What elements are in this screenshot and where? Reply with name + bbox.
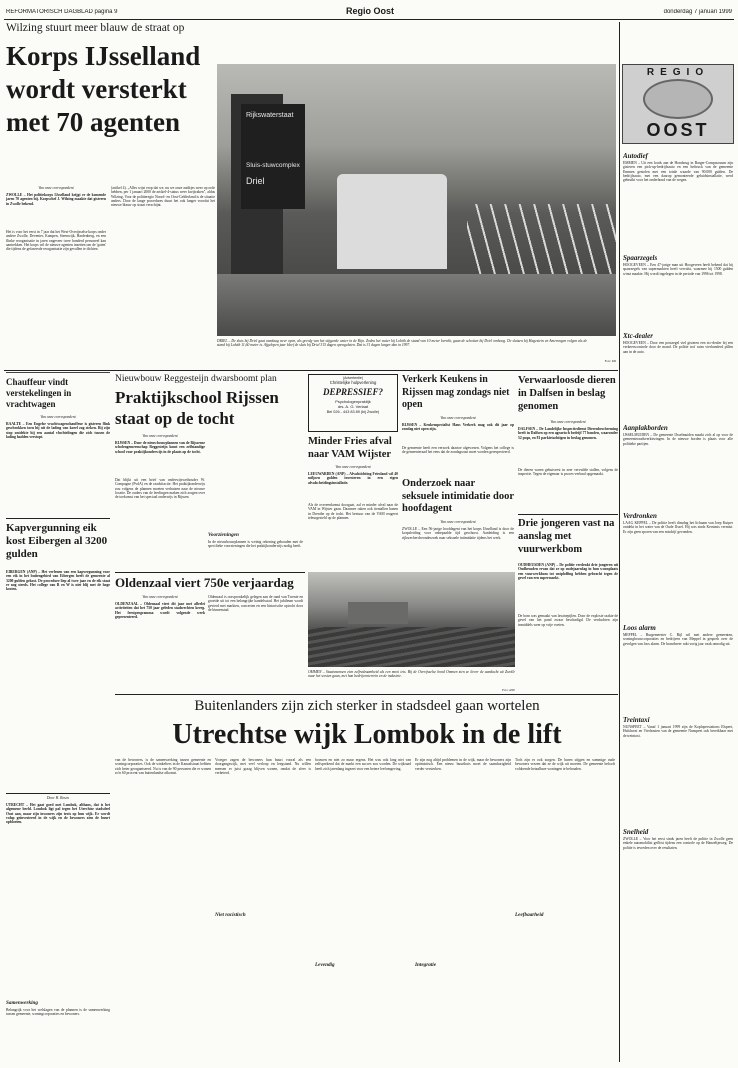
lead-bottom-rule	[4, 370, 618, 371]
minder-byline: Van onze correspondent	[335, 465, 371, 469]
ommen-photo	[308, 572, 515, 667]
oldenzaal-title: Oldenzaal viert 750e verjaardag	[115, 575, 294, 590]
oldenzaal-byline: Van onze correspondent	[142, 595, 178, 599]
verwaarloosde-intro: DALFSEN – De Landelijke Inspectiedienst Dierenbescherming heeft in Dalfsen op een agrarisch bedrijf 77 honden, waaronder 52 pups, en 81 parkietachtigen in beslag genomen.	[518, 427, 618, 440]
side-text-6: NUNSPEET – Vanaf 1 januari 1999 zijn de Koploperstations Elspeet, Hulshorst en Vierhouten van de gemeente Nunspeet ook bereikbaar met de treintaxi.	[623, 725, 733, 738]
lombok-col2: Vroeger zagen de bewoners hun buurt vooral als een doorgangswijk, met veel verloop en leegstand. Nu willen mensen er juist graag blijven wonen, omdat de sfeer is verbeterd.	[215, 758, 311, 775]
onderzoek-title: Onderzoek naar seksuele intimidatie door hoofdagent	[402, 478, 514, 514]
lombok-side-subhead: Samenwerking	[6, 1000, 38, 1006]
ad-line3: Psychologenpraktijk	[335, 399, 371, 404]
sign-line-1: Rijkswaterstaat	[246, 112, 294, 119]
kapvergunning-title: Kapvergunning eik kost Eibergen al 3200 gulden	[6, 522, 108, 560]
oldenzaal-intro: OLDENZAAL – Oldenzaal viert dit jaar met allerlei activiteiten dat het 750 jaar geleden stadsrechten kreeg. Het feestprogramma wordt volgende week gepresenteerd.	[115, 602, 205, 619]
lombok-col3: bouwen en niet zo maar ergens. Het was ook lang niet van zelfsprekend dat de markt een succes zou worden. De wijkraad heeft zich jarenlang ingezet voor een betere leefomgeving.	[315, 758, 411, 771]
onderzoek-text: ZWOLLE – Een 56-jarige hoofdagent van het korps IJsselland is door de korpsleiding voor onbepaalde tijd geschorst. Aanleiding is een rijksrechercheonderzoek naar seksuele intimidatie tijdens het werk.	[402, 527, 514, 540]
side-title-3: Aanplakborden	[623, 424, 668, 432]
side-text-1: HOOGEVEEN – Een 47-jarige man uit Hoogeveen heeft bekend dat hij spaarzegels van supermarkten heeft vervalst, waarmee hij 1500 gulden winst maakte. Hij wordt ingelegen in de periode van 1996 tot 1998.	[623, 263, 733, 276]
depressief-ad	[308, 374, 398, 432]
left-rule-1	[6, 518, 110, 519]
ommen-credit: Foto: ANP	[502, 688, 515, 692]
ad-label: (Advertentie)	[342, 376, 364, 380]
side-text-4: LAAG KEPPEL – De politie heeft dinsdag het lichaam van Joep Kuiper ontdekt in het water van de Oude IJssel. Hij was sinds Kerstmis vermist. Er zijn geen sporen van een misdrijf gevonden.	[623, 521, 733, 534]
minder-intro: LEEUWARDEN (ANP) – Afvalstichting Friesland wil 40 miljoen gulden investeren in een eigen afvalscheidingsinstallatie.	[308, 472, 398, 485]
drie-rule	[518, 514, 618, 515]
lombok-top-rule	[115, 694, 618, 695]
ad-line4: drs. A. G. Verlaat	[337, 404, 369, 409]
ommen-field	[308, 627, 515, 667]
ad-line5: Bel 026 - 443 83 89 (bij Zwolle)	[326, 410, 380, 414]
page-header-right: donderdag 7 januari 1999	[663, 9, 732, 15]
side-text-0: EMMEN – Uit een loods aan de Hondsrug in Barger-Compascuum zijn gisteren een pick-up-bedrijfsauto en een heftruck van de gemeente Emmen gestolen met een totale waarde van 90.000 gulden. De bedrijfsauto, met een daarop gemonteerde geluidsinstallatie, werd gebruikt voor het onderhoud van de wegen.	[623, 161, 733, 183]
side-title-0: Autodief	[623, 152, 648, 160]
sign-line-3: Driel	[246, 176, 265, 186]
lead-byline: Van onze correspondent	[38, 186, 74, 190]
ommen-caption: OMMEN – Staatsmensen zien zelfredzaamheid als een mooi iets. Bij de Overijsselse bond Ommen zien ze liever de aandacht uit Zwolle naar het westen gaan, met hun bedrijventerrein en de industrie.	[308, 670, 515, 679]
minder-title: Minder Fries afval naar VAM Wijster	[308, 436, 392, 460]
sidebar-divider	[619, 22, 620, 1062]
verkerk-body: De gemeente heeft een verzoek daartoe afgewezen. Volgens het college is de gemeenteraad het eens dat de zondagsrust moet worden gerespecteerd.	[402, 446, 514, 455]
masthead-graphic	[643, 79, 713, 119]
lead-intro: ZWOLLE – Het politiekorps IJsselland krijgt er de komende jaren 70 agenten bij. Korpschef J. Wilzing maakte dat gisteren in Zwolle bekend.	[6, 193, 106, 206]
lombok-col5: Toch zijn er ook zorgen. De huren stijgen en sommige oude bewoners vrezen dat ze de wijk uit moeten. De gemeente belooft voldoende betaalbare woningen te behouden.	[515, 758, 615, 771]
chauffeur-title: Chauffeur vindt verstekelingen in vrachtwagen	[6, 377, 72, 409]
onderzoek-byline: Van onze correspondent	[440, 520, 476, 524]
verwaarloosde-byline: Van onze correspondent	[550, 420, 586, 424]
lead-photo-credit: Foto: RD	[604, 359, 616, 363]
sign-board	[241, 104, 305, 209]
lead-col2: (artikel 4). „Alles wijst erop dat we, nu we onze auditjes weer op orde hebben, per 1 januari 2000 de artikel-4-status weer kwijtraken", aldus Wilzing. Voor de politieregio Noord- en Oost-Gelderland is de situatie anders. Door de lange procedures duurt het ook langer voordat het nieuwe blauw op straat verschijnt.	[111, 186, 215, 208]
side-title-5: Loos alarm	[623, 624, 656, 632]
minder-body: Als de overeenkomst doorgaat, zal er minder afval naar de VAM in Wijster gaan. Daarmee raken ook tientallen banen in Drenthe op de tocht. Het bestuur van de VAM reageert teleurgesteld op de plannen.	[308, 503, 398, 520]
kapvergunning-text: EIBERGEN (ANP) – Het verlenen van een kapvergunning voor een eik in het buitengebied van Eibergen heeft de gemeente al 3200 gulden gekost. De procedure liep al twee jaar en de eik staat er nog steeds. Het college van B en W is niet blij met de hoge kosten.	[6, 570, 110, 592]
regio-masthead	[622, 64, 734, 144]
chauffeur-text: RAALTE – Een Engelse vrachtwagenchauffeur is gisteren flink geschrokken toen hij uit de lading van koeel zag steken. Bij zijn stop ontdekte hij een aantal vluchtelingen die zich tussen de lading hadden verstopt.	[6, 422, 110, 439]
sign-line-2: Sluis-stuwcomplex	[246, 162, 300, 169]
verwaarloosde-title: Verwaarloosde dieren in Dalfsen in beslag genomen	[518, 375, 616, 412]
lombok-subhead-1: Levendig	[315, 962, 335, 968]
page-header-left: REFORMATORISCH DAGBLAD pagina 9	[6, 9, 118, 15]
rijssen-body-cont	[208, 434, 303, 530]
ommen-building	[348, 602, 408, 624]
rijssen-kicker: Nieuwbouw Reggesteijn dwarsboomt plan	[115, 374, 277, 384]
sluis-gate	[337, 174, 447, 269]
lombok-subhead-2: Integratie	[415, 962, 437, 968]
side-title-1: Spaarzegels	[623, 254, 658, 262]
chauffeur-byline: Van onze correspondent	[40, 415, 76, 419]
lombok-col4: Er zijn nog altijd problemen in de wijk, maar de bewoners zijn optimistisch. Een nieuw buurthuis moet de saamhorigheid verder versterken.	[415, 758, 511, 771]
side-text-7: ZWOLLE – Voor het eerst sinds jaren heeft de politie in Zwolle geen enkele automobilist geflitst tijdens een controle op de Hanzelijnweg. De politie is tevreden over de resultaten.	[623, 837, 733, 850]
rijssen-byline: Van onze correspondent	[142, 434, 178, 438]
ad-line1: Christelijke hulpverlening	[329, 380, 377, 385]
lombok-side-byline: Door H. Rosen	[46, 796, 70, 800]
lombok-side-text2: Belangrijk voor het welslagen van de plannen is de samenwerking tussen gemeente, woningcorporaties en bewoners.	[6, 1008, 110, 1017]
side-title-2: Xtc-dealer	[623, 332, 653, 340]
lombok-kicker: Buitenlanders zijn zich sterker in stadsdeel gaan wortelen	[194, 698, 540, 714]
lombok-side-text: UTRECHT – Het gaat goed met Lombok, althans, dat is het algemene beeld. Lombok ligt pal tegen het Utrechtse stadsdeel Oost aan, maar zijn inwoners zijn trots op hun wijk. Er wordt volop geïnvesteerd in de wijk en de bewoners zien de buurt opbloeien.	[6, 803, 110, 825]
drie-intro: OUDHEUSDEN (ANP) – De politie verdenkt drie jongeren uit Oudheusden ervan dat ze op oudejaarsdag in hun woonplaats een vuurwerkbom tot ontploffing hebben gebracht tegen de gevel van een supermarkt.	[518, 563, 618, 580]
rijssen-intro: RIJSSEN – Door de nieuwbouwplannen van de Rijssense scholengemeenschap Reggesteijn komt een zelfstandige school voor praktijkonderwijs in de plaats op de tocht.	[115, 441, 205, 454]
masthead-bottom: OOST	[646, 120, 710, 140]
ad-line2: DEPRESSIEF?	[322, 387, 384, 397]
lombok-title: Utrechtse wijk Lombok in de lift	[172, 719, 562, 750]
verkerk-title: Verkerk Keukens in Rijssen mag zondags niet open	[402, 374, 510, 410]
lead-kicker: Wilzing stuurt meer blauw de straat op	[6, 22, 185, 34]
drie-body: De bom was gemaakt van lawinepijlen. Door de explosie raakte de gevel van het pand zwaar beschadigd. De verdachten zijn inmiddels weer op vrije voeten.	[518, 614, 618, 627]
lombok-subhead-0: Niet racistisch	[215, 912, 246, 918]
verwaarloosde-body: De dieren waren gehuisvest in zeer vervuilde stallen, volgens de inspectie. Tegen de eigenaar is proces-verbaal opgemaakt.	[518, 468, 618, 477]
side-title-6: Treintaxi	[623, 716, 650, 724]
lead-photo-caption: DRIEL – De sluis bij Driel gaat vandaag weer open, als gevolg van het stijgende water in de Rijn. Zodra het water bij Lobith de stand van 10 meter bereikt, gaan de schotten bij Driel omhoog. De sluizen bij Hagestein en Amerongen volgen als de stand bij Lobith 11,60 meter is. Afgelopen jaar bleef de sluis bij Driel 315 dagen opengelaten. Dat is 31 dagen langer dan in 1997.	[217, 339, 587, 348]
verkerk-byline: Van onze correspondent	[440, 416, 476, 420]
chauffeur-box	[6, 372, 110, 486]
side-title-4: Verdronken	[623, 512, 657, 520]
left-rule-2	[6, 793, 110, 794]
rijssen-body: Dat blijkt uit een brief van onderwijswethouder W. Compagne (PvdA) en de raadsfractie. Het praktijkonderwijs zou volgens de plannen moeten verhuizen naar de nieuwe locatie. De ouders van de leerlingen maken zich zorgen over de toekomst van het speciaal onderwijs in Rijssen.	[115, 478, 205, 500]
lead-headline: Korps IJsselland wordt versterkt met 70 agenten	[6, 41, 201, 137]
masthead-top: REGIO	[646, 67, 710, 78]
side-text-5: MEPPEL – Burgemeester C. Bijl wil met andere gemeenten, woningbouwcorporaties en bedrijven van Meppel in gesprek over de gevolgen van loos alarm. De brandweer rukt vorig jaar vaak onnodig uit.	[623, 633, 733, 646]
drie-title: Drie jongeren vast na aanslag met vuurwerkbom	[518, 518, 615, 555]
sluis-driel-photo	[217, 64, 616, 336]
side-title-7: Snelheid	[623, 828, 649, 836]
verkerk-intro: RIJSSEN – Keukenspecialist Hans Verkerk mag ook dit jaar op zondag niet open zijn.	[402, 423, 514, 432]
side-text-2: HOOGEVEEN – Door een postzegel viel gisteren een xtc-dealer bij een verkeerscontrole door de mand. De politie trof ruim vierhonderd pillen aan in de auto.	[623, 341, 733, 354]
page-header-center: Regio Oost	[345, 6, 394, 16]
lead-col1: Het is voor het eerst in 7 jaar dat het West-Overijsselse korps onder andere Zwolle, Deventer, Kampen, Steenwijk, Hardenberg, en een flinke reorganisatie in jaren ongeveer twee honderd personeel kan aantrekken. Het korps wil de nieuwe agenten inzetten om de 'gaten' die tijdens de gefaseerde reorganisatie zijn gevallen te dichten.	[6, 230, 106, 252]
lombok-col1: van de bewoners, is de samenwerking tussen gemeente en woningcorporaties. Ook de winkeliers in de Kanaalstraat hebben zich beter georganiseerd. Nu is van de 90 personen die er wonen zo'n 60 procent van buitenlandse afkomst.	[115, 758, 211, 775]
header-rule	[4, 19, 734, 20]
lombok-subhead-3: Leefbaarheid	[515, 912, 544, 918]
rijssen-title: Praktijkschool Rijssen staat op de tocht	[115, 388, 279, 428]
oldenzaal-rule	[115, 572, 305, 573]
oldenzaal-body: Oldenzaal is oorspronkelijk gelegen aan de rand van Twente en groeide uit tot een belangrijke handelsstad. Het jubileum wordt gevierd met markten, concerten en een historische optocht door de binnenstad.	[208, 595, 303, 612]
water	[217, 274, 616, 336]
side-text-3: IJSSELMUIDEN – De gemeente IJsselmuiden maakt zich al op voor de gemeenteraadsverkiezingen. In de nieuwe borden is plaats voor alle politieke partijen.	[623, 433, 733, 446]
rijssen-body2: In de nieuwbouwplannen is weinig rekening gehouden met de specifieke voorzieningen die het praktijkonderwijs nodig heeft.	[208, 540, 303, 549]
rijssen-subhead: Voorzieningen	[208, 532, 239, 538]
